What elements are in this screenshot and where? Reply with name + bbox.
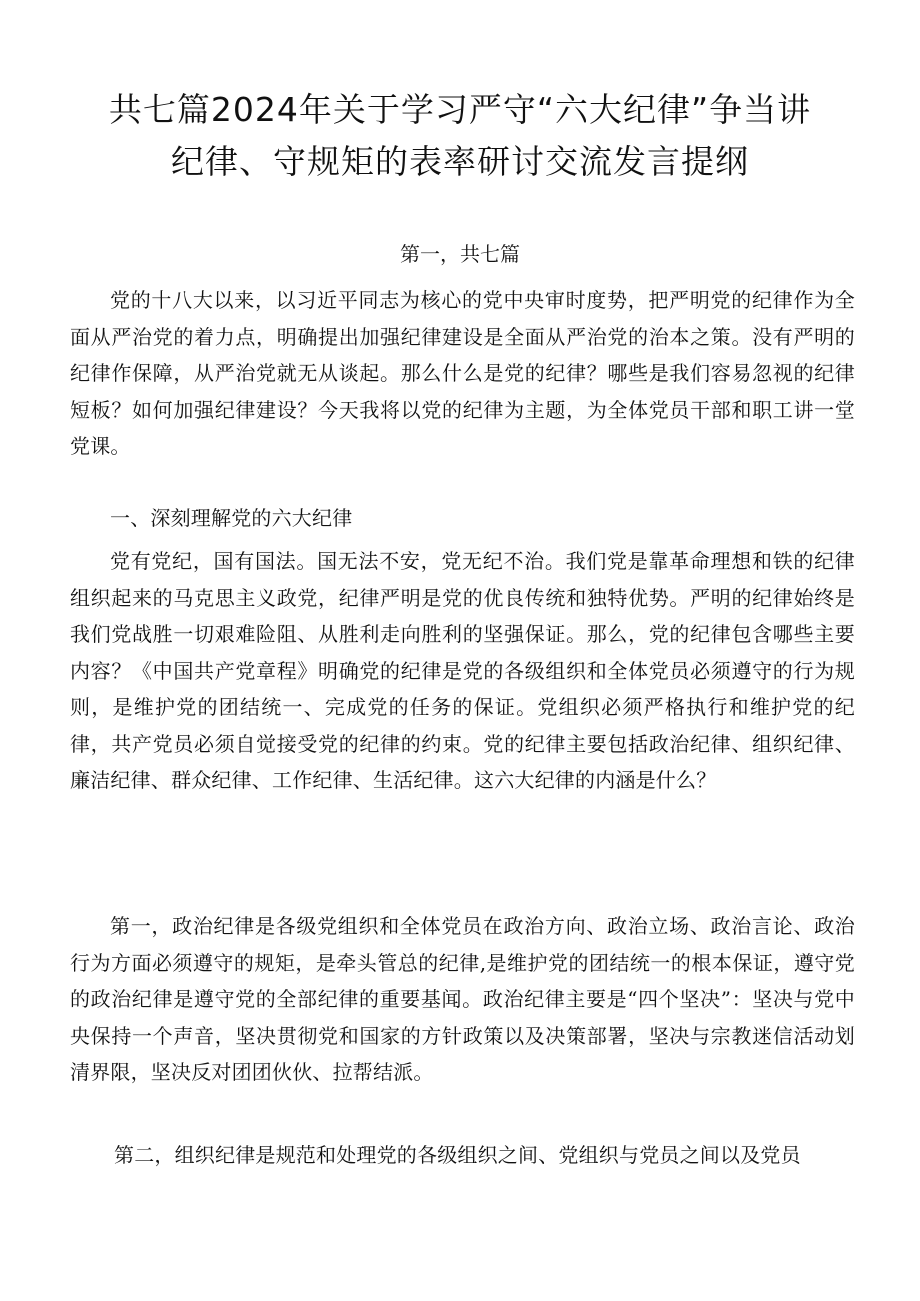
paragraph-party-discipline: 党有党纪，国有国法。国无法不安，党无纪不治。我们党是靠革命理想和铁的纪律组织起来的马克思主义政党，纪律严明是党的优良传统和独特优势。严明的纪律始终是我们党战胜一切艰难险阻、从胜利走向胜利的坚强保证。那么，党的纪律包含哪些主要内容？《中国共产党章程》明确党的纪律是党的各级组织和全体党员必须遵守的行为规则，是维护党的团结统一、完成党的任务的保证。党组织必须严格执行和维护党的纪律，共产党员必须自觉接受党的纪律的约束。党的纪律主要包括政治纪律、组织纪律、廉洁纪律、群众纪律、工作纪律、生活纪律。这六大纪律的内涵是什么？ xyxy=(70,549,855,792)
paragraph-intro: 党的十八大以来，以习近平同志为核心的党中央审时度势，把严明党的纪律作为全面从严治党的着力点，明确提出加强纪律建设是全面从严治党的治本之策。没有严明的纪律作保障，从严治党就无从谈起。那么什么是党的纪律？哪些是我们容易忽视的纪律短板？如何加强纪律建设？今天我将以党的纪律为主题，为全体党员干部和职工讲一堂党课。 xyxy=(70,288,855,458)
paragraph-subheading: 一、深刻理解党的六大纪律 xyxy=(110,506,353,530)
paragraph-organizational-discipline: 第二，组织纪律是规范和处理党的各级组织之间、党组织与党员之间以及党员 xyxy=(114,1143,801,1167)
document-title-line-2: 纪律、守规矩的表率研讨交流发言提纲 xyxy=(171,142,749,181)
paragraph-political-discipline: 第一，政治纪律是各级党组织和全体党员在政治方向、政治立场、政治言论、政治行为方面必须遵守的规矩，是牵头管总的纪律,是维护党的团结统一的根本保证，遵守党的政治纪律是遵守党的全部纪律的重要基闻。政治纪律主要是“四个坚决”：坚决与党中央保持一个声音，坚决贯彻党和国家的方针政策以及决策部署，坚决与宗教迷信活动划清界限，坚决反对团团伙伙、拉帮结派。 xyxy=(70,914,855,1084)
section-heading: 第一，共七篇 xyxy=(400,242,520,266)
document-title-line-1: 共七篇2024年关于学习严守“六大纪律”争当讲 xyxy=(108,90,812,129)
